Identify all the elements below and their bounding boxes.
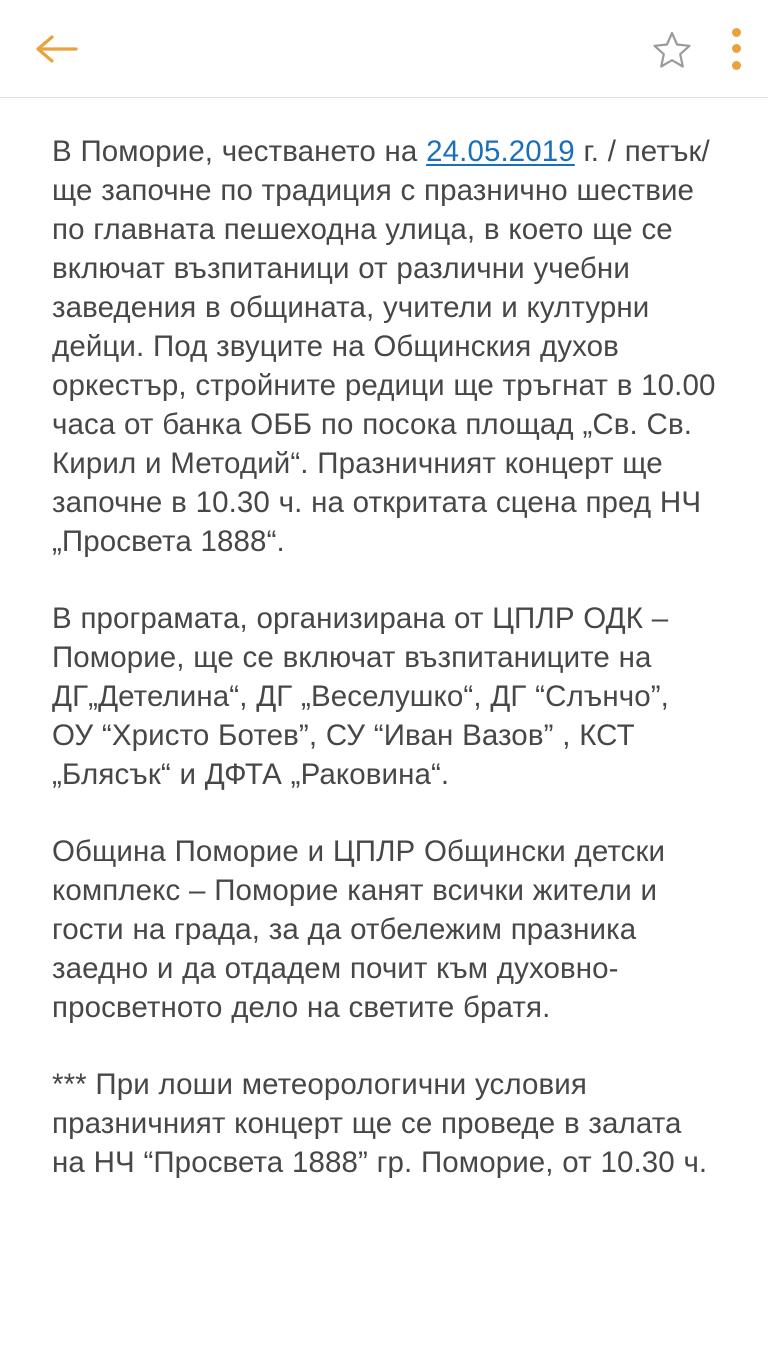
article-paragraph [52,132,716,561]
article-paragraph [52,1065,716,1182]
app-bar-left [34,33,78,65]
article-scroll-area[interactable] [0,98,768,1365]
favorite-button[interactable] [652,29,692,69]
article-text: В Поморие, честването на [52,135,427,168]
article-body [52,132,716,1182]
article-paragraph [52,599,716,794]
arrow-left-icon [34,33,78,65]
app-bar [0,0,768,98]
app-bar-right [652,28,742,70]
article-paragraph [52,832,716,1027]
overflow-menu-icon [730,28,742,70]
article-text: *** При лоши метеорологични условия празничният концерт ще се проведе в залата на НЧ “Просвета 1888” гр. Поморие, от 10.30 ч. [52,1068,708,1179]
article-text: Община Поморие и ЦПЛР Общински детски комплекс – Поморие канят всички жители и гости на града, за да отбележим празника заедно и да отдадем почит към духовно-просветното дело на светите братя. [52,835,666,1024]
overflow-menu-button[interactable] [730,28,742,70]
article-text: В програмата, организирана от ЦПЛР ОДК – Поморие, ще се включат възпитаниците на ДГ„Детелина“, ДГ „Веселушко“, ДГ “Слънчо”, ОУ “Христо Ботев”, СУ “Иван Вазов” , КСТ „Блясък“ и ДФТА „Раковина“. [52,602,669,791]
star-outline-icon [652,29,692,69]
article-date-link[interactable]: 24.05.2019 [426,135,575,168]
article-text: г. / петък/ ще започне по традиция с празнично шествие по главната пешеходна улица, в което ще се включат възпитаници от различни учебни заведения в общината, учители и културни дейци. Под звуците на Общинския духов оркестър, стройните редици ще тръгнат в 10.00 часа от банка ОББ по посока площад „Св. Св. Кирил и Методий“. Празничният концерт ще започне в 10.30 ч. на откритата сцена пред НЧ „Просвета 1888“. [52,135,716,558]
back-button[interactable] [34,33,78,65]
